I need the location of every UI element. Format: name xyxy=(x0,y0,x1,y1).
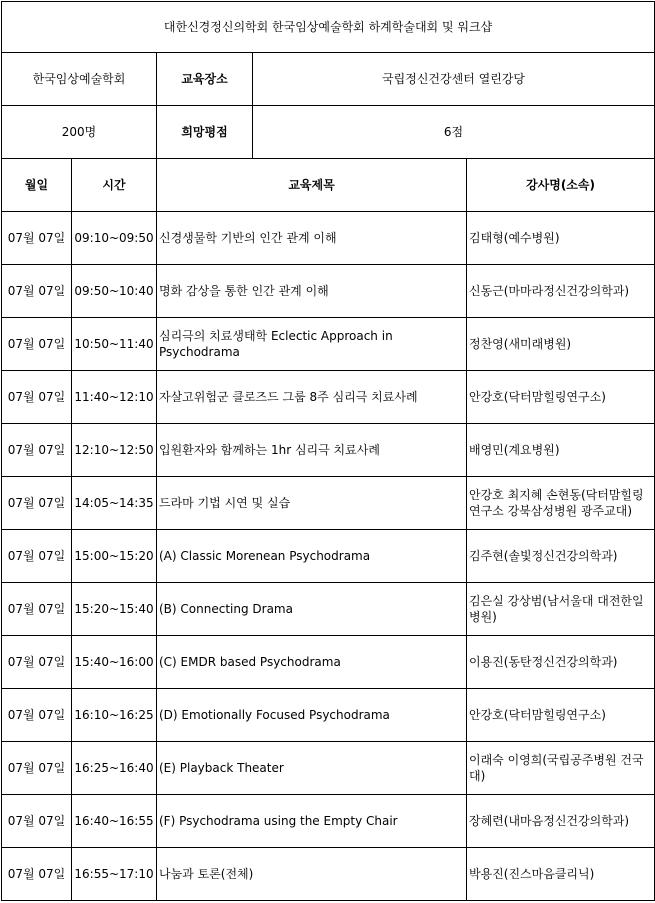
table-row xyxy=(2,636,655,689)
row-date: 07월 07일 xyxy=(2,424,72,477)
row-time: 16:55~17:10 xyxy=(72,848,157,901)
place-value: 국립정신건강센터 열린강당 xyxy=(253,53,655,106)
header-time: 시간 xyxy=(72,159,157,212)
row-date: 07월 07일 xyxy=(2,265,72,318)
row-lecturer: 배영민(계요병원) xyxy=(467,424,655,477)
table-row xyxy=(2,265,655,318)
row-subject: 신경생물학 기반의 인간 관계 이해 xyxy=(157,212,467,265)
schedule-table xyxy=(1,1,655,901)
header-date: 월일 xyxy=(2,159,72,212)
row-time: 12:10~12:50 xyxy=(72,424,157,477)
row-date: 07월 07일 xyxy=(2,477,72,530)
row-time: 14:05~14:35 xyxy=(72,477,157,530)
row-date: 07월 07일 xyxy=(2,212,72,265)
row-time: 09:10~09:50 xyxy=(72,212,157,265)
row-date: 07월 07일 xyxy=(2,689,72,742)
row-time: 16:25~16:40 xyxy=(72,742,157,795)
row-subject: (C) EMDR based Psychodrama xyxy=(157,636,467,689)
row-subject: (B) Connecting Drama xyxy=(157,583,467,636)
header-row xyxy=(2,159,655,212)
row-date: 07월 07일 xyxy=(2,795,72,848)
row-lecturer: 장혜련(내마음정신건강의학과) xyxy=(467,795,655,848)
row-date: 07월 07일 xyxy=(2,530,72,583)
info-row-place xyxy=(2,53,655,106)
row-lecturer: 안강호(닥터맘힐링연구소) xyxy=(467,689,655,742)
row-lecturer: 정찬영(새미래병원) xyxy=(467,318,655,371)
row-subject: 입원환자와 함께하는 1hr 심리극 치료사례 xyxy=(157,424,467,477)
score-value: 6점 xyxy=(253,106,655,159)
row-subject: 명화 감상을 통한 인간 관계 이해 xyxy=(157,265,467,318)
row-time: 11:40~12:10 xyxy=(72,371,157,424)
table-row xyxy=(2,742,655,795)
row-subject: (A) Classic Morenean Psychodrama xyxy=(157,530,467,583)
row-date: 07월 07일 xyxy=(2,583,72,636)
table-row xyxy=(2,371,655,424)
table-row xyxy=(2,424,655,477)
row-lecturer: 안강호 최지혜 손현동(닥터맘힐링연구소 강북삼성병원 광주교대) xyxy=(467,477,655,530)
org-name: 한국임상예술학회 xyxy=(2,53,157,106)
row-subject: 드라마 기법 시연 및 실습 xyxy=(157,477,467,530)
row-time: 10:50~11:40 xyxy=(72,318,157,371)
row-date: 07월 07일 xyxy=(2,371,72,424)
row-subject: (E) Playback Theater xyxy=(157,742,467,795)
row-date: 07월 07일 xyxy=(2,742,72,795)
row-lecturer: 김태형(예수병원) xyxy=(467,212,655,265)
attendee-count: 200명 xyxy=(2,106,157,159)
row-date: 07월 07일 xyxy=(2,318,72,371)
row-lecturer: 이래숙 이영희(국립공주병원 건국대) xyxy=(467,742,655,795)
row-lecturer: 이용진(동탄정신건강의학과) xyxy=(467,636,655,689)
row-subject: 자살고위험군 클로즈드 그룹 8주 심리극 치료사례 xyxy=(157,371,467,424)
row-lecturer: 안강호(닥터맘힐링연구소) xyxy=(467,371,655,424)
table-row xyxy=(2,530,655,583)
title-row xyxy=(2,2,655,53)
table-row xyxy=(2,212,655,265)
row-time: 16:10~16:25 xyxy=(72,689,157,742)
row-time: 16:40~16:55 xyxy=(72,795,157,848)
row-lecturer: 김은실 강상범(남서울대 대전한일병원) xyxy=(467,583,655,636)
row-date: 07월 07일 xyxy=(2,636,72,689)
row-date: 07월 07일 xyxy=(2,848,72,901)
row-time: 15:00~15:20 xyxy=(72,530,157,583)
row-lecturer: 김주현(솔빛정신건강의학과) xyxy=(467,530,655,583)
event-title: 대한신경정신의학회 한국임상예술학회 하계학술대회 및 워크샵 xyxy=(2,2,655,53)
table-row xyxy=(2,477,655,530)
row-subject: (D) Emotionally Focused Psychodrama xyxy=(157,689,467,742)
table-row xyxy=(2,848,655,901)
table-row xyxy=(2,583,655,636)
table-row xyxy=(2,795,655,848)
header-lecturer: 강사명(소속) xyxy=(467,159,655,212)
place-label: 교육장소 xyxy=(157,53,253,106)
info-row-count xyxy=(2,106,655,159)
table-row xyxy=(2,318,655,371)
row-lecturer: 신동근(마마라정신건강의학과) xyxy=(467,265,655,318)
row-time: 09:50~10:40 xyxy=(72,265,157,318)
header-subject: 교육제목 xyxy=(157,159,467,212)
row-lecturer: 박용진(진스마음클리닉) xyxy=(467,848,655,901)
score-label: 희망평점 xyxy=(157,106,253,159)
table-row xyxy=(2,689,655,742)
row-subject: (F) Psychodrama using the Empty Chair xyxy=(157,795,467,848)
row-time: 15:20~15:40 xyxy=(72,583,157,636)
row-subject: 나눔과 토론(전체) xyxy=(157,848,467,901)
row-time: 15:40~16:00 xyxy=(72,636,157,689)
row-subject: 심리극의 치료생태학 Eclectic Approach in Psychodrama xyxy=(157,318,467,371)
